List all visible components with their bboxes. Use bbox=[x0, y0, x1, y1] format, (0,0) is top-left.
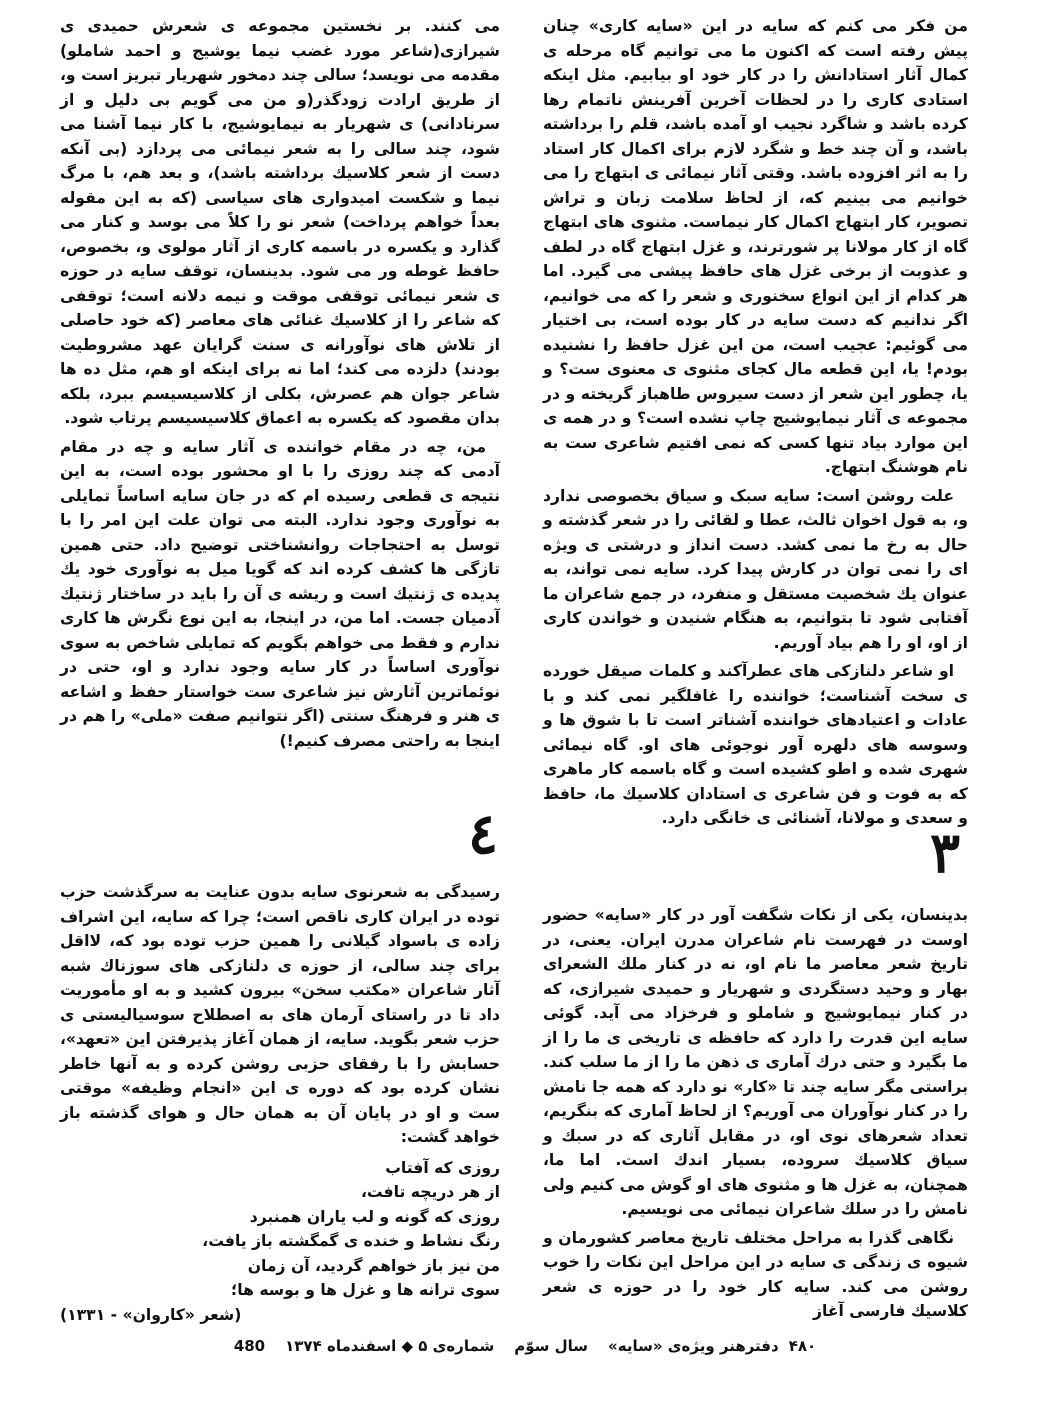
paragraph: می کنند. بر نخستین مجموعه ی شعرش حمیدی ی شیرازی(شاعر مورد غضب نیما یوشیج و احمد شاملو) مقدمه می نویسد؛ سالی چند دمخور شهریار تبریز است و، از طریق ارادت زودگذر(و من می گویم بی دلیل و از سرنادانی) ی شهریار به نیمایوشیج، با کار نیما آشنا می شود، چند سالی را به شعر نیمائی می پردازد (بی آنکه دست از شعر کلاسیك برداشته باشد)، و بعد هم، با مرگ نیما و شکست امیدواری های سیاسی (که به این مقوله بعداً خواهم پرداخت) شعر نو را کلاً می بوسد و کنار می گذارد و یکسره در باسمه کاری از آثار مولوی و، بخصوص، حافظ غوطه ور می شود. بدینسان، توقف سایه در حوزه ی شعر نیمائی توقفی موقت و نیمه دلانه است؛ توقفی که شاعر را از کلاسیك غنائی های معاصر (که خود حاصلی از تلاش های نوآورانه ی سنت گرایان عهد مشروطیت بودند) دلزده می کند؛ اما نه برای اینکه او هم، مثل ده ها شاعر جوان هم عصرش، بکلی از کلاسیسیسم ببرد، بلکه بدان مقصود که یکسره به اعماق کلاسیسیسم پرتاب شود. bbox=[60, 17, 500, 427]
section-number-4: ٤ bbox=[468, 801, 499, 867]
poem-citation: (شعر «کاروان» - ۱۳۳۱) bbox=[60, 1305, 242, 1324]
poem-line: من نیز باز خواهم گردید، آن زمان bbox=[247, 1256, 500, 1275]
poem-line: روزی که گونه و لب یاران همنبرد bbox=[249, 1207, 500, 1226]
poem-line: روزی که آفتاب bbox=[385, 1158, 500, 1177]
paragraph: نگاهی گذرا به مراحل مختلف تاریخ معاصر کشورمان و شیوه ی زندگی ی سایه در این مراحل این نکات را خوب روشن می کند. سایه کار خود را در حوزه ی شعر کلاسیك فارسی آغاز bbox=[543, 1228, 968, 1320]
section-number-3: ۳ bbox=[930, 820, 961, 886]
issue-date: شماره‌ی ۵ ◆ اسفندماه ۱۳۷۴ bbox=[285, 1337, 495, 1355]
page-number: ۴۸۰ bbox=[788, 1337, 817, 1355]
poem-line: از هر دریچه تافت، bbox=[360, 1183, 500, 1201]
paragraph: او شاعر دلنازکی های عطرآکند و کلمات صیقل خورده ی سخت آشناست؛ خواننده را غافلگیر نمی کند و با عادات و اعتیادهای خواننده آشناتر است تا با شوق ها و وسوسه های دلهره آور نوجوئی های او. گاه نیمائی شهری شده و اطو کشیده است و گاه باسمه کار ماهری که به فوت و فن شاعری ی استادان کلاسیك ما، حافظ و سعدی و مولانا، آشنائی ی خانگی دارد. bbox=[543, 662, 968, 827]
diamond-icon bbox=[501, 1343, 507, 1349]
right-column-bottom bbox=[543, 903, 968, 1323]
left-column-bottom bbox=[60, 880, 500, 1325]
year-label: سال سوّم bbox=[514, 1337, 589, 1355]
right-column-top bbox=[543, 14, 968, 827]
publication-title: دفترهنر ویژه‌ی «سایه» bbox=[608, 1337, 779, 1355]
page-number-latin: 480 bbox=[233, 1337, 266, 1355]
paragraph: بدینسان، یکی از نکات شگفت آور در کار «سایه» حضور اوست در فهرست نام شاعران مدرن ایران. یعنی، در تاریخ شعر معاصر ما نام او، نه در کنار ملك الشعرای بهار و وحید دستگردی و شهریار و حمیدی شیرازی، که در کنار نیمایوشیج و شاملو و فرخزاد می آید. گوئی سایه این قدرت را دارد که حافظه ی تاریخی ی ما را از ما بگیرد و حتی درك آماری ی ذهن ما را از ما سلب کند. براستی مگر سایه چند تا «کار» نو دارد که همه جا نامش را در کنار نوآوران می آوریم؟ از لحاظ آماری که بنگریم، تعداد شعرهای نوی او، در مقابل آثاری که در سبك و سیاق کلاسیك سروده، بسیار اندك است. اما ما، همچنان، به غزل ها و مثنوی های او گوش می کنیم ولی نامش را در سلك شاعران نیمائی می نویسیم. bbox=[543, 906, 968, 1218]
poem-line: سوی ترانه ها و غزل ها و بوسه ها؛ bbox=[231, 1281, 500, 1299]
paragraph: من، چه در مقام خواننده ی آثار سایه و چه در مقام آدمی که چند روزی را با او محشور بوده است، به این نتیجه ی قطعی رسیده ام که در جان سایه اساساً تمایلی به نوآوری وجود ندارد. البته می توان علت این امر را با توسل به احتجاجات روانشناختی توضیح داد. حتی همین تازگی ها کشف کرده اند که گویا میل به نوآوری خود یك پدیده ی ژنتیك است و ریشه ی آن را باید در ساختار ژنتیك آدمیان جست. اما من، در اینجا، به این نوع نگرش ها کاری ندارم و فقط می خواهم بگویم که تمایلی شاخص به سوی نوآوری اساساً در کار سایه وجود ندارد و او، حتی در نوئماترین آثارش نیز شاعری ست خواستار حفظ و اشاعه ی هنر و فرهنگ سنتی (اگر نتوانیم صفت «ملی» را هم در اینجا به راحتی مصرف کنیم!) bbox=[60, 437, 500, 750]
poem bbox=[60, 1156, 500, 1328]
diamond-icon bbox=[595, 1343, 601, 1349]
paragraph: رسیدگی به شعرنوی سایه بدون عنایت به سرگذشت حزب توده در ایران کاری ناقص است؛ چرا که سایه، این اشراف زاده ی باسواد گیلانی را همین حزب توده بود که، لااقل برای چند سالی، از حوزه ی دلنازکی های سوزناك شبه آثار شاعران «مکتب سخن» بیرون کشید و به او مأموریت داد تا در راستای آرمان های به اصطلاح سوسیالیستی ی حزب شعر بگوید. سایه، از همان آغاز پذیرفتن این «تعهد»، حسابش را با رفقای حزبی روشن کرده و به آنها خاطر نشان کرده بود که دوره ی این «انجام وظیفه» موقتی ست و او در پایان آن به همان حال و هوای گذشته باز خواهد گشت: bbox=[60, 883, 500, 1146]
paragraph: من فکر می کنم که سایه در این «سایه کاری» چنان پیش رفته است که اکنون ما می توانیم گاه مرحله ی کمال آثار استادانش را در کار خود او بیابیم. مثل اینکه استادی کاری را در لحظات آخرین آفرینش ناتمام رها کرده باشد و شاگرد نجیب او آمده باشد، قلم را برداشته باشد، و آن چند خط و شگرد لازم برای اکمال کار استاد را به اثر افزوده باشد. وقتی آثار نیمائی ی ابتهاج را می خوانیم می بینیم که، از لحاظ سلامت زبان و تراش تصویر، کار ابتهاج اکمال کار نیماست. مثنوی های ابتهاج گاه از کار مولانا پر شورترند، و غزل ابتهاج گاه در لطف و عذوبت از برخی غزل های حافظ پیشی می گیرد. اما هر کدام از این انواع سخنوری و شعر را که می خوانیم، اگر ندانیم که دست سایه در کار بوده است، بی اختیار می گوئیم: عجیب است، من این غزل حافظ را نشنیده بودم! یا، این قطعه مال کجای مثنوی ی معنوی ست؟ و یا، چطور این شعر از دست سیروس طاهباز گریخته و در مجموعه ی آثار نیمایوشیج چاپ نشده است؟ و در همه ی این موارد بیاد تنها کسی که نمی افتیم شاعری ست به نام هوشنگ ابتهاج. bbox=[543, 17, 968, 476]
poem-line: رنگ نشاط و خنده ی گمگشته باز یافت، bbox=[202, 1232, 500, 1250]
paragraph: علت روشن است: سایه سبک و سیاق بخصوصی ندارد و، به قول اخوان ثالث، عطا و لقائی را در شعر گذشته و حال به رخ ما نمی کشد. دست انداز و درشتی ی ویژه ای را نمی توان در کارش پیدا کرد. سایه نمی تواند، به عنوان یك شخصیت مستقل و منفرد، در جمع شاعران ما آفتابی شود تا بتوانیم، به هنگام شنیدن و خواندن کاری از او، او را هم بیاد آوریم. bbox=[543, 486, 968, 652]
page-footer bbox=[233, 1333, 820, 1359]
left-column-top bbox=[60, 14, 500, 784]
